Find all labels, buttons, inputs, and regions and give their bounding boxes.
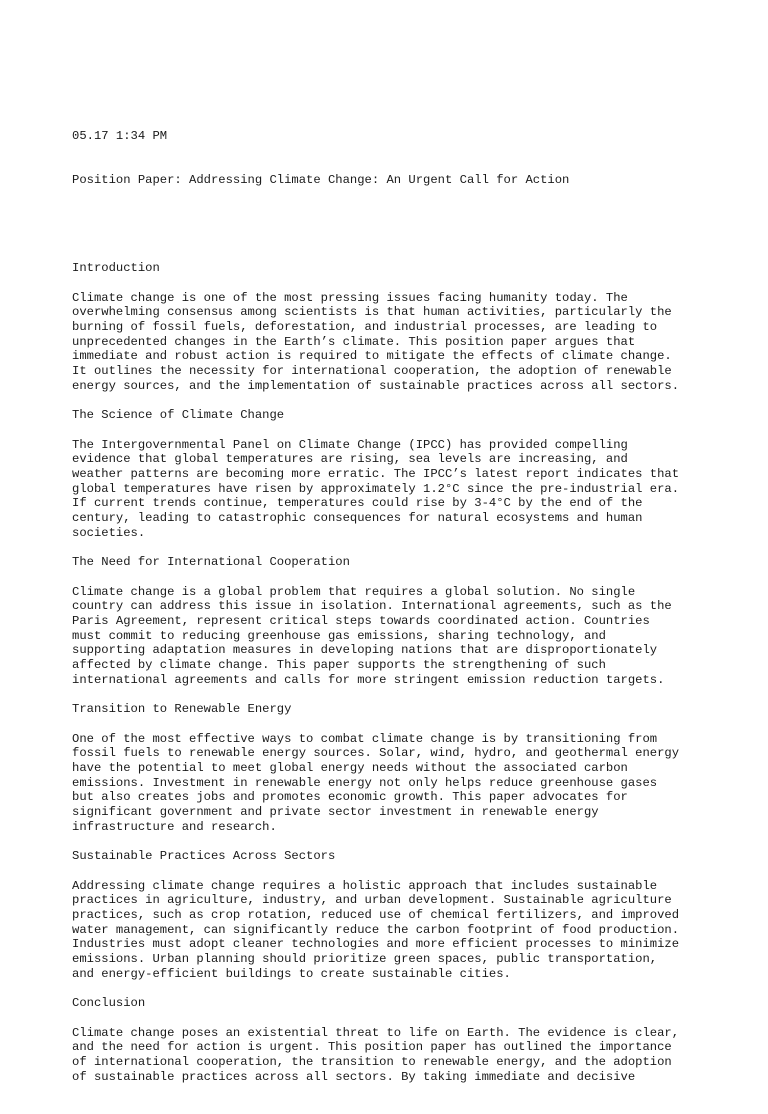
paragraph-line: energy sources, and the implementation of sustainable practices across all sectors. bbox=[72, 378, 680, 393]
paragraph-line: Addressing climate change requires a holistic approach that includes sustainable bbox=[72, 878, 658, 893]
paragraph-line: practices, such as crop rotation, reduced use of chemical fertilizers, and improved bbox=[72, 907, 680, 922]
section-paragraph bbox=[72, 732, 712, 835]
paragraph-line: significant government and private sector investment in renewable energy bbox=[72, 805, 599, 820]
paragraph-line: One of the most effective ways to combat climate change is by transitioning from bbox=[72, 731, 658, 746]
paragraph-line: of sustainable practices across all sectors. By taking immediate and decisive bbox=[72, 1069, 636, 1084]
paragraph-line: but also creates jobs and promotes economic growth. This paper advocates for bbox=[72, 790, 628, 805]
paragraph-line: Industries must adopt cleaner technologies and more efficient processes to minimize bbox=[72, 937, 680, 952]
paragraph-line: century, leading to catastrophic consequences for natural ecosystems and human bbox=[72, 511, 643, 526]
paragraph-line: supporting adaptation measures in developing nations that are disproportionately bbox=[72, 643, 658, 658]
section-paragraph bbox=[72, 291, 712, 394]
paragraph-line: emissions. Investment in renewable energy not only helps reduce greenhouse gases bbox=[72, 775, 658, 790]
paragraph-line: water management, can significantly reduce the carbon footprint of food production. bbox=[72, 922, 680, 937]
paragraph-line: Climate change is one of the most pressing issues facing humanity today. The bbox=[72, 290, 628, 305]
paragraph-line: and the need for action is urgent. This position paper has outlined the importance bbox=[72, 1040, 672, 1055]
paragraph-line: fossil fuels to renewable energy sources. Solar, wind, hydro, and geothermal energy bbox=[72, 746, 680, 761]
paragraph-line: affected by climate change. This paper supports the strengthening of such bbox=[72, 658, 606, 673]
section-paragraph bbox=[72, 1026, 712, 1085]
paragraph-line: weather patterns are becoming more erratic. The IPCC’s latest report indicates that bbox=[72, 466, 680, 481]
paragraph-line: of international cooperation, the transition to renewable energy, and the adoption bbox=[72, 1054, 672, 1069]
paragraph-line: unprecedented changes in the Earth’s climate. This position paper argues that bbox=[72, 334, 636, 349]
section-heading: The Science of Climate Change bbox=[72, 408, 285, 423]
paragraph-line: The Intergovernmental Panel on Climate Change (IPCC) has provided compelling bbox=[72, 437, 628, 452]
paragraph-line: immediate and robust action is required to mitigate the effects of climate change. bbox=[72, 349, 672, 364]
section-heading: Introduction bbox=[72, 261, 160, 276]
section-heading: Transition to Renewable Energy bbox=[72, 702, 292, 717]
section-heading: Sustainable Practices Across Sectors bbox=[72, 849, 336, 864]
document-page bbox=[72, 70, 712, 1114]
paragraph-line: have the potential to meet global energy needs without the associated carbon bbox=[72, 760, 628, 775]
paragraph-line: infrastructure and research. bbox=[72, 819, 277, 834]
paragraph-line: Climate change is a global problem that requires a global solution. No single bbox=[72, 584, 636, 599]
paragraph-line: and energy-efficient buildings to create sustainable cities. bbox=[72, 966, 511, 981]
section-paragraph bbox=[72, 879, 712, 982]
paragraph-line: emissions. Urban planning should prioritize green spaces, public transportation, bbox=[72, 952, 658, 967]
paragraph-line: country can address this issue in isolation. International agreements, such as the bbox=[72, 599, 672, 614]
paragraph-line: Climate change poses an existential threat to life on Earth. The evidence is clear, bbox=[72, 1025, 680, 1040]
paragraph-line: international agreements and calls for more stringent emission reduction targets. bbox=[72, 672, 665, 687]
paragraph-line: It outlines the necessity for international cooperation, the adoption of renewable bbox=[72, 364, 672, 379]
document-body bbox=[72, 261, 712, 1084]
paragraph-line: burning of fossil fuels, deforestation, and industrial processes, are leading to bbox=[72, 319, 658, 334]
paragraph-line: overwhelming consensus among scientists is that human activities, particularly the bbox=[72, 305, 672, 320]
paragraph-line: must commit to reducing greenhouse gas emissions, sharing technology, and bbox=[72, 628, 606, 643]
document-header bbox=[72, 99, 712, 217]
paragraph-line: If current trends continue, temperatures could rise by 3-4°C by the end of the bbox=[72, 496, 643, 511]
paragraph-line: global temperatures have risen by approximately 1.2°C since the pre-industrial era. bbox=[72, 481, 680, 496]
paragraph-line: evidence that global temperatures are rising, sea levels are increasing, and bbox=[72, 452, 628, 467]
document-title: Position Paper: Addressing Climate Change: An Urgent Call for Action bbox=[72, 172, 570, 187]
paragraph-line: Paris Agreement, represent critical steps towards coordinated action. Countries bbox=[72, 613, 650, 628]
timestamp: 05.17 1:34 PM bbox=[72, 128, 168, 143]
section-paragraph bbox=[72, 585, 712, 688]
section-heading: Conclusion bbox=[72, 996, 146, 1011]
paragraph-line: societies. bbox=[72, 525, 146, 540]
section-heading: The Need for International Cooperation bbox=[72, 555, 350, 570]
paragraph-line: practices in agriculture, industry, and urban development. Sustainable agriculture bbox=[72, 893, 672, 908]
section-paragraph bbox=[72, 438, 712, 541]
